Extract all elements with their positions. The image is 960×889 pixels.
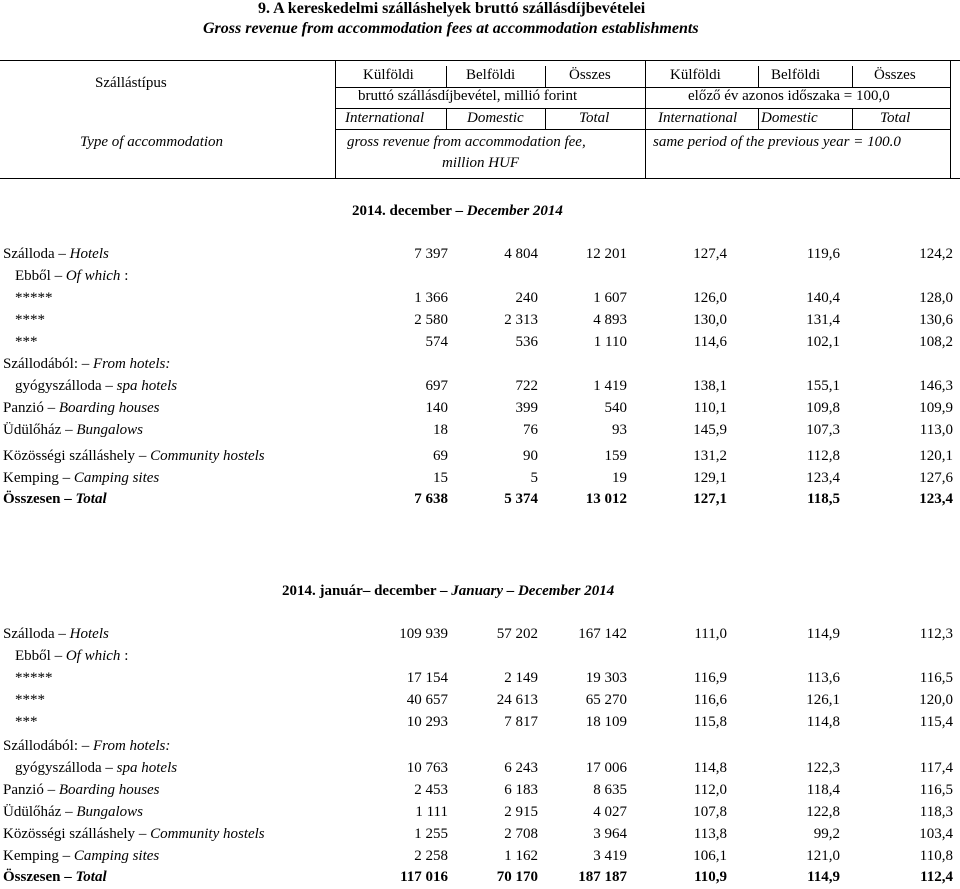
table-cell: 187 187 [578, 869, 627, 885]
row-label-hu: Szálloda [3, 626, 55, 642]
col-header-hu: Belföldi [771, 67, 821, 83]
section-title-dash: – [440, 583, 452, 599]
header-type-en: Type of accommodation [80, 134, 224, 150]
table-cell: 110,8 [919, 848, 953, 864]
table-cell: 120,1 [919, 448, 953, 464]
row-label-hu: Szállodából: [3, 738, 78, 754]
table-cell: 124,2 [919, 246, 953, 262]
row-label-en: spa hotels [116, 760, 178, 776]
table-cell: 110,9 [694, 869, 727, 885]
table-cell: 399 [515, 400, 538, 416]
row-label-hu: Panzió [3, 782, 44, 798]
table-cell: 114,9 [806, 626, 840, 642]
table-cell: 4 893 [593, 312, 627, 328]
header-divider [446, 66, 447, 87]
table-cell: 93 [612, 422, 627, 438]
table-cell: 99,2 [813, 826, 840, 842]
row-label [3, 491, 107, 508]
table-cell: 2 915 [504, 804, 538, 820]
table-cell: 159 [604, 448, 627, 464]
row-label [15, 692, 45, 709]
table-cell: 140 [425, 400, 448, 416]
row-label-en: spa hotels [116, 378, 178, 394]
row-label-en: Community hostels [150, 826, 265, 842]
table-row [0, 422, 960, 442]
header-divider [950, 60, 951, 178]
row-label-en: Community hostels [150, 448, 265, 464]
table-cell: 116,5 [919, 670, 953, 686]
section-title-hu: 2014. január– december [282, 583, 437, 599]
table-cell: 167 142 [578, 626, 627, 642]
table-cell: 2 453 [414, 782, 448, 798]
table-cell: 128,0 [919, 290, 953, 306]
table-cell: 126,0 [693, 290, 727, 306]
row-label-en: Hotels [69, 626, 109, 642]
table-cell: 109 939 [399, 626, 448, 642]
table-cell: 19 [612, 470, 627, 486]
table-cell: 130,6 [919, 312, 953, 328]
table-cell: 102,1 [806, 334, 840, 350]
table-row [0, 714, 960, 734]
table-cell: 155,1 [806, 378, 840, 394]
row-label [3, 826, 265, 843]
table-cell: 3 964 [593, 826, 627, 842]
header-bottom-rule [0, 178, 960, 179]
row-label-dash: – [101, 378, 117, 394]
row-label-dash: – [135, 448, 151, 464]
table-row [0, 848, 960, 868]
row-label [3, 782, 160, 799]
row-label-dash: – [58, 470, 74, 486]
table-cell: 8 635 [593, 782, 627, 798]
col-header-hu: Összes [874, 67, 916, 83]
group-header-hu: előző év azonos időszaka = 100,0 [688, 88, 890, 104]
row-label [15, 268, 128, 285]
table-cell: 4 027 [593, 804, 627, 820]
col-header-en: International [658, 110, 738, 126]
table-row [0, 760, 960, 780]
row-label-dash: – [78, 738, 93, 754]
row-label-hu: Összesen [3, 491, 61, 507]
row-label-hu: Kemping [3, 848, 59, 864]
table-cell: 127,6 [919, 470, 953, 486]
col-header-en: Total [880, 110, 911, 126]
table-row [0, 648, 960, 668]
table-cell: 130,0 [693, 312, 727, 328]
row-label [3, 470, 159, 487]
table-title-en: Gross revenue from accommodation fees at accommodation establishments [203, 20, 699, 37]
table-cell: 114,8 [806, 714, 840, 730]
table-row [0, 738, 960, 758]
table-cell: 18 [433, 422, 448, 438]
table-cell: 3 419 [593, 848, 627, 864]
row-label-hu: Szállodából: [3, 356, 78, 372]
table-cell: 697 [425, 378, 448, 394]
row-label-en: Total [75, 491, 107, 507]
table-cell: 113,8 [693, 826, 727, 842]
table-cell: 1 255 [414, 826, 448, 842]
header-divider [758, 108, 759, 129]
table-cell: 109,8 [806, 400, 840, 416]
table-cell: 112,3 [919, 626, 953, 642]
table-cell: 17 006 [585, 760, 627, 776]
row-label-hu: *** [15, 714, 38, 730]
row-label-hu: Üdülőház [3, 422, 62, 438]
section-title-en: January – December 2014 [451, 583, 615, 599]
table-cell: 112,8 [806, 448, 840, 464]
table-cell: 12 201 [585, 246, 627, 262]
table-cell: 4 804 [504, 246, 538, 262]
table-row [0, 290, 960, 310]
table-cell: 146,3 [919, 378, 953, 394]
table-cell: 117 016 [400, 869, 448, 885]
table-cell: 106,1 [693, 848, 727, 864]
row-label-en: Of which [65, 268, 121, 284]
table-cell: 103,4 [919, 826, 953, 842]
row-label-suffix: : [120, 268, 129, 284]
table-row [0, 268, 960, 288]
table-cell: 70 170 [496, 869, 538, 885]
table-cell: 131,2 [693, 448, 727, 464]
table-cell: 140,4 [806, 290, 840, 306]
row-label-hu: Ebből [15, 268, 51, 284]
table-cell: 122,8 [806, 804, 840, 820]
row-label-hu: gyógyszálloda [15, 760, 102, 776]
table-cell: 69 [433, 448, 448, 464]
row-label-hu: Közösségi szálláshely [3, 448, 136, 464]
table-cell: 107,3 [806, 422, 840, 438]
table-cell: 145,9 [693, 422, 727, 438]
table-cell: 110,1 [693, 400, 727, 416]
row-label-hu: Közösségi szálláshely [3, 826, 136, 842]
col-header-en: Domestic [467, 110, 524, 126]
table-cell: 7 397 [414, 246, 448, 262]
header-divider [446, 108, 447, 129]
table-cell: 7 638 [414, 491, 448, 507]
section-title-en: December 2014 [466, 203, 563, 219]
table-cell: 117,4 [919, 760, 953, 776]
row-label-en: Camping sites [73, 470, 160, 486]
row-label-dash: – [135, 826, 151, 842]
table-cell: 5 [530, 470, 538, 486]
table-cell: 90 [523, 448, 538, 464]
row-label-suffix: : [120, 648, 129, 664]
table-cell: 76 [523, 422, 538, 438]
section-title [282, 583, 614, 600]
row-label-dash: – [60, 491, 76, 507]
table-cell: 15 [433, 470, 448, 486]
header-divider [645, 60, 646, 178]
table-cell: 2 708 [504, 826, 538, 842]
row-label-hu: ***** [15, 670, 53, 686]
table-cell: 118,3 [919, 804, 953, 820]
table-row [0, 470, 960, 490]
section-title-hu: 2014. december [352, 203, 452, 219]
table-row [0, 491, 960, 511]
table-cell: 114,8 [693, 760, 727, 776]
group-header-en: million HUF [442, 155, 520, 171]
table-cell: 7 817 [504, 714, 538, 730]
row-label [15, 670, 53, 687]
row-label [3, 869, 107, 886]
table-cell: 123,4 [919, 491, 953, 507]
row-label-dash: – [43, 782, 59, 798]
table-row [0, 378, 960, 398]
header-rule-3 [335, 129, 950, 130]
table-row [0, 782, 960, 802]
col-header-en: International [345, 110, 425, 126]
table-cell: 129,1 [693, 470, 727, 486]
section-title [352, 203, 563, 220]
table-cell: 108,2 [919, 334, 953, 350]
row-label-hu: ***** [15, 290, 53, 306]
table-cell: 116,5 [919, 782, 953, 798]
table-cell: 2 313 [504, 312, 538, 328]
table-cell: 107,8 [693, 804, 727, 820]
table-row [0, 670, 960, 690]
table-cell: 131,4 [806, 312, 840, 328]
table-row [0, 869, 960, 889]
table-row [0, 356, 960, 376]
row-label-hu: *** [15, 334, 38, 350]
row-label-en: Boarding houses [58, 782, 160, 798]
row-label-dash: – [54, 246, 70, 262]
row-label [3, 738, 170, 755]
row-label [3, 400, 160, 417]
row-label-en: Bungalows [76, 422, 144, 438]
header-divider [852, 108, 853, 129]
table-cell: 138,1 [693, 378, 727, 394]
table-cell: 6 183 [504, 782, 538, 798]
row-label [3, 422, 143, 439]
row-label-dash: – [101, 760, 117, 776]
row-label-hu: gyógyszálloda [15, 378, 102, 394]
table-cell: 127,1 [693, 491, 727, 507]
row-label-dash: – [60, 869, 76, 885]
row-label-en: Total [75, 869, 107, 885]
table-cell: 123,4 [806, 470, 840, 486]
table-cell: 536 [515, 334, 538, 350]
table-cell: 127,4 [693, 246, 727, 262]
table-cell: 2 580 [414, 312, 448, 328]
row-label-en: Hotels [69, 246, 109, 262]
table-cell: 1 110 [593, 334, 627, 350]
row-label-dash: – [61, 422, 77, 438]
row-label-dash: – [54, 626, 70, 642]
header-rule-2 [335, 108, 950, 109]
group-header-en: gross revenue from accommodation fee, [347, 134, 586, 150]
row-label-en: Camping sites [73, 848, 160, 864]
row-label [3, 626, 109, 643]
row-label-dash: – [43, 400, 59, 416]
col-header-en: Domestic [761, 110, 818, 126]
row-label [3, 804, 143, 821]
row-label-hu: Kemping [3, 470, 59, 486]
header-divider [758, 66, 759, 87]
table-row [0, 692, 960, 712]
table-cell: 1 111 [415, 804, 448, 820]
row-label [15, 312, 45, 329]
row-label-hu: Szálloda [3, 246, 55, 262]
table-row [0, 312, 960, 332]
row-label-hu: **** [15, 312, 45, 328]
table-cell: 1 162 [504, 848, 538, 864]
section-title-dash: – [455, 203, 467, 219]
row-label-en: From hotels: [93, 738, 171, 754]
table-row [0, 804, 960, 824]
table-cell: 65 270 [585, 692, 627, 708]
table-cell: 1 366 [414, 290, 448, 306]
table-cell: 113,0 [919, 422, 953, 438]
table-cell: 118,4 [806, 782, 840, 798]
row-label [3, 356, 170, 373]
col-header-hu: Külföldi [363, 67, 414, 83]
table-cell: 2 149 [504, 670, 538, 686]
table-cell: 114,6 [693, 334, 727, 350]
table-cell: 109,9 [919, 400, 953, 416]
col-header-hu: Belföldi [466, 67, 516, 83]
table-cell: 115,4 [919, 714, 953, 730]
row-label [15, 760, 177, 777]
row-label-en: Of which [65, 648, 121, 664]
table-cell: 722 [515, 378, 538, 394]
table-cell: 119,6 [806, 246, 840, 262]
row-label [3, 448, 265, 465]
row-label-dash: – [61, 804, 77, 820]
table-cell: 24 613 [496, 692, 538, 708]
table-cell: 17 154 [406, 670, 448, 686]
col-header-en: Total [579, 110, 610, 126]
header-divider [852, 66, 853, 87]
table-cell: 19 303 [585, 670, 627, 686]
table-cell: 118,5 [807, 491, 840, 507]
row-label [3, 848, 159, 865]
header-divider [335, 60, 336, 178]
row-label [15, 290, 53, 307]
header-divider [545, 66, 546, 87]
table-cell: 112,0 [693, 782, 727, 798]
table-cell: 57 202 [496, 626, 538, 642]
table-title-hu: 9. A kereskedelmi szálláshelyek bruttó szállásdíjbevételei [258, 0, 646, 17]
table-cell: 114,9 [807, 869, 840, 885]
table-cell: 2 258 [414, 848, 448, 864]
table-cell: 540 [604, 400, 627, 416]
table-cell: 574 [425, 334, 448, 350]
table-cell: 126,1 [806, 692, 840, 708]
row-label-hu: Üdülőház [3, 804, 62, 820]
group-header-hu: bruttó szállásdíjbevétel, millió forint [358, 88, 578, 104]
table-cell: 18 109 [585, 714, 627, 730]
table-cell: 122,3 [806, 760, 840, 776]
table-cell: 240 [515, 290, 538, 306]
table-cell: 1 607 [593, 290, 627, 306]
row-label [15, 334, 38, 351]
table-cell: 6 243 [504, 760, 538, 776]
table-cell: 120,0 [919, 692, 953, 708]
row-label-hu: Ebből [15, 648, 51, 664]
table-cell: 121,0 [806, 848, 840, 864]
row-label-en: Boarding houses [58, 400, 160, 416]
table-cell: 5 374 [504, 491, 538, 507]
row-label-dash: – [58, 848, 74, 864]
table-cell: 40 657 [406, 692, 448, 708]
row-label-dash: – [50, 648, 66, 664]
table-cell: 111,0 [694, 626, 727, 642]
table-cell: 116,6 [693, 692, 727, 708]
header-top-rule [0, 60, 960, 61]
table-row [0, 448, 960, 468]
table-cell: 10 293 [406, 714, 448, 730]
table-cell: 116,9 [693, 670, 727, 686]
table-row [0, 400, 960, 420]
col-header-hu: Összes [569, 67, 611, 83]
row-label-hu: Összesen [3, 869, 61, 885]
table-row [0, 334, 960, 354]
table-row [0, 826, 960, 846]
table-cell: 112,4 [920, 869, 953, 885]
table-cell: 115,8 [693, 714, 727, 730]
table-cell: 13 012 [585, 491, 627, 507]
row-label [3, 246, 109, 263]
header-type-hu: Szállástípus [95, 75, 167, 91]
row-label-en: From hotels: [93, 356, 171, 372]
row-label [15, 714, 38, 731]
row-label [15, 648, 128, 665]
col-header-hu: Külföldi [670, 67, 721, 83]
table-row [0, 246, 960, 266]
table-cell: 1 419 [593, 378, 627, 394]
row-label-hu: Panzió [3, 400, 44, 416]
table-row [0, 626, 960, 646]
row-label-dash: – [50, 268, 66, 284]
table-cell: 113,6 [806, 670, 840, 686]
row-label-hu: **** [15, 692, 45, 708]
header-divider [545, 108, 546, 129]
table-cell: 10 763 [406, 760, 448, 776]
row-label-en: Bungalows [76, 804, 144, 820]
row-label-dash: – [78, 356, 93, 372]
row-label [15, 378, 177, 395]
group-header-en: same period of the previous year = 100.0 [653, 134, 901, 150]
